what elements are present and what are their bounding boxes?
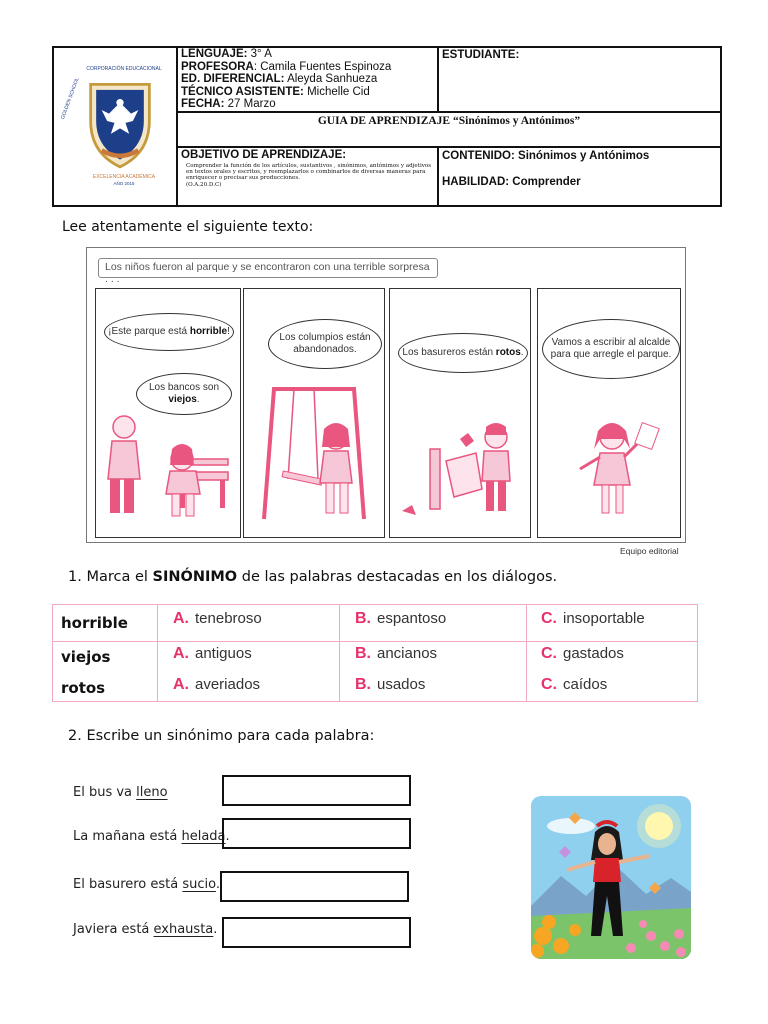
option-horrible-b[interactable]: B. espantoso xyxy=(355,610,447,627)
option-viejos-a[interactable]: A. antiguos xyxy=(173,645,252,662)
option-viejos-c[interactable]: C. gastados xyxy=(541,645,624,662)
habilidad-value: Comprender xyxy=(512,175,581,188)
answer-box-2[interactable] xyxy=(222,818,411,849)
answer-box-4[interactable] xyxy=(222,917,411,948)
fecha-value: 27 Marzo xyxy=(227,98,276,110)
lenguaje-label: LENGUAJE: xyxy=(181,48,248,60)
sentence-1: El bus va lleno xyxy=(73,785,168,800)
question-1-prompt: 1. Marca el SINÓNIMO de las palabras destacadas en los diálogos. xyxy=(68,569,558,585)
ed-diferencial-label: ED. DIFERENCIAL: xyxy=(181,73,285,85)
question-2-prompt: 2. Escribe un sinónimo para cada palabra: xyxy=(68,728,375,744)
logo-top-text: CORPORACIÓN EDUCACIONAL xyxy=(86,66,162,72)
speech-bubble-rotos: Los basureros están rotos. xyxy=(398,333,528,373)
profesora-label: PROFESORA xyxy=(181,60,254,73)
word-horrible: horrible xyxy=(61,614,128,632)
speech-bubble-alcalde: Vamos a escribir al alcalde para que arregle el parque. xyxy=(542,319,680,379)
objetivo-text: Comprender la función de los artículos, sustantivos , sinónimos, antónimos y adjetivos en textos orales y escritos, y reemplazarlos o combinarlos de diversas maneras para enriquecer o precisar sus producciones. xyxy=(186,162,432,182)
estudiante-label: ESTUDIANTE: xyxy=(442,49,520,61)
sentence-4: Javiera está exhausta. xyxy=(73,922,218,937)
lenguaje-value: 3° A xyxy=(250,48,272,60)
word-rotos: rotos xyxy=(61,679,106,697)
option-viejos-b[interactable]: B. ancianos xyxy=(355,645,438,662)
comic-panel-3 xyxy=(389,288,531,538)
logo-left-text: GOLDEN SCHOOL xyxy=(60,77,81,121)
ed-diferencial-value: Aleyda Sanhueza xyxy=(287,73,378,85)
objetivo-label: OBJETIVO DE APRENDIZAJE: xyxy=(181,149,347,161)
broken-trash-illustration-icon xyxy=(390,289,532,539)
profesora-value: : Camila Fuentes Espinoza xyxy=(253,60,392,73)
contenido-label: CONTENIDO: xyxy=(442,150,515,162)
comic-caption: Los niños fueron al parque y se encontraron con una terrible sorpresa . . . xyxy=(98,258,438,278)
option-rotos-c[interactable]: C. caídos xyxy=(541,676,608,693)
comic-panel-1 xyxy=(95,288,241,538)
comic-panel-4 xyxy=(537,288,681,538)
header-table xyxy=(52,46,722,207)
guide-title: GUIA DE APRENDIZAJE “Sinónimos y Antónimos” xyxy=(317,115,581,127)
logo-bottom-text: EXCELENCIA ACADÉMICA xyxy=(92,174,156,180)
speech-bubble-viejos: Los bancos son viejos. xyxy=(136,373,232,415)
option-horrible-a[interactable]: A. tenebroso xyxy=(173,610,262,627)
school-logo-icon xyxy=(80,66,160,176)
tecnico-label: TÉCNICO ASISTENTE: xyxy=(181,85,304,98)
word-viejos: viejos xyxy=(61,648,111,666)
speech-bubble-columpios: Los columpios están abandonados. xyxy=(268,319,382,369)
reading-instruction: Lee atentamente el siguiente texto: xyxy=(62,219,314,235)
logo-year-text: AÑO 2015 xyxy=(113,181,135,186)
comic-panel-2 xyxy=(243,288,385,538)
fecha-label: FECHA: xyxy=(181,98,225,110)
option-horrible-c[interactable]: C. insoportable xyxy=(541,610,645,627)
tecnico-value: Michelle Cid xyxy=(307,85,370,98)
answer-box-3[interactable] xyxy=(220,871,409,902)
teacher-info xyxy=(181,48,436,111)
sentence-3: El basurero está sucio. xyxy=(73,877,220,892)
comic-credit: Equipo editorial xyxy=(620,546,679,556)
objetivo-code: (O.A.20.D.C) xyxy=(186,181,222,188)
option-rotos-a[interactable]: A. averiados xyxy=(173,676,261,693)
answer-box-1[interactable] xyxy=(222,775,411,806)
contenido-value: Sinónimos y Antónimos xyxy=(518,150,650,162)
habilidad-label: HABILIDAD: xyxy=(442,175,510,188)
option-rotos-b[interactable]: B. usados xyxy=(355,676,426,693)
speech-bubble-horrible: ¡Este parque está horrible! xyxy=(104,313,234,351)
sentence-2: La mañana está helada. xyxy=(73,829,230,844)
teacher-avatar-scene-icon xyxy=(531,796,691,959)
